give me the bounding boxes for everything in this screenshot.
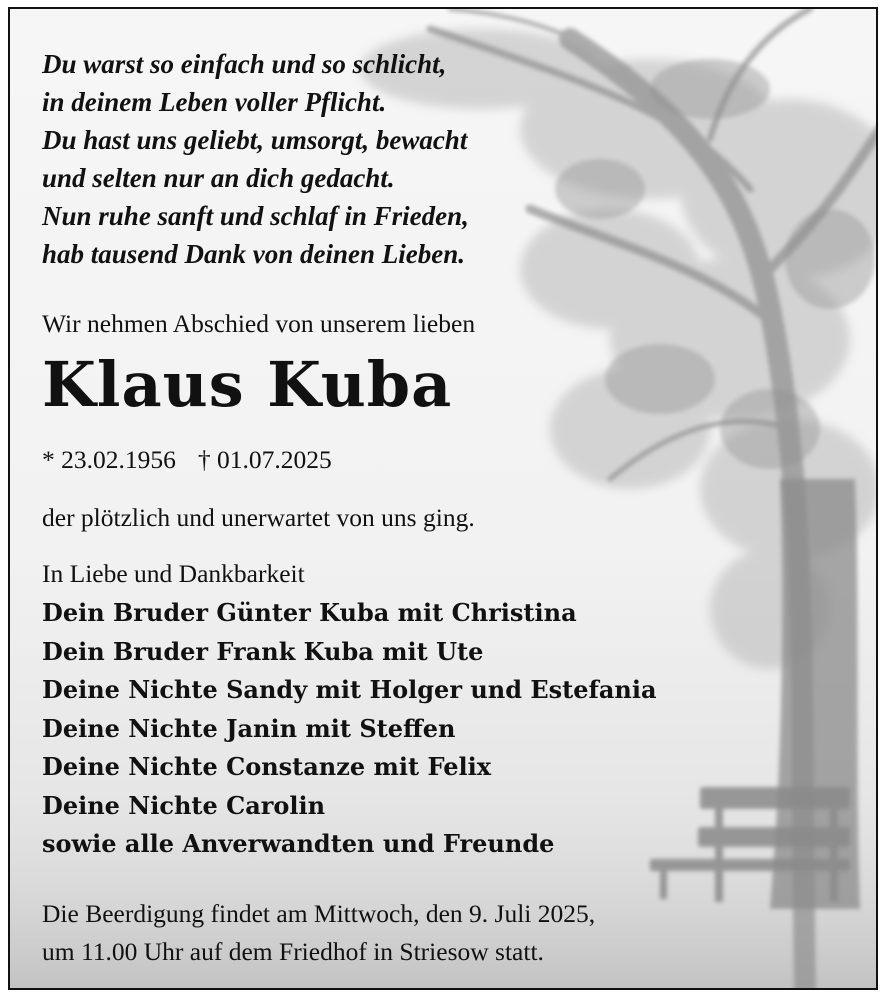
poem-line: Du hast uns geliebt, umsorgt, bewacht — [42, 125, 468, 155]
deceased-name: Klaus Kuba — [42, 348, 453, 421]
poem-line: in deinem Leben voller Pflicht. — [42, 87, 387, 117]
mourner: Deine Nichte Carolin — [42, 790, 326, 820]
mourner: Deine Nichte Janin mit Steffen — [42, 713, 456, 743]
poem-line: Nun ruhe sanft und schlaf in Frieden, — [42, 201, 469, 231]
funeral-line: um 11.00 Uhr auf dem Friedhof in Striesow statt. — [42, 937, 544, 966]
mourner: sowie alle Anverwandten und Freunde — [42, 829, 555, 858]
death-date: † 01.07.2025 — [197, 445, 332, 474]
mourners-list — [42, 594, 657, 864]
mourner: Deine Nichte Constanze mit Felix — [42, 752, 492, 781]
circumstance-text: der plötzlich und unerwartet von uns ging. — [42, 503, 475, 532]
funeral-line: Die Beerdigung findet am Mittwoch, den 9. Juli 2025, — [42, 899, 596, 928]
poem-line: hab tausend Dank von deinen Lieben. — [42, 239, 466, 269]
obituary-notice — [8, 7, 878, 990]
funeral-info — [42, 895, 595, 971]
mourner: Deine Nichte Sandy mit Holger und Estefania — [42, 675, 657, 704]
memorial-poem — [42, 45, 469, 273]
poem-line: und selten nur an dich gedacht. — [42, 163, 395, 193]
mourner: Dein Bruder Frank Kuba mit Ute — [42, 636, 484, 666]
closing-phrase: In Liebe und Dankbarkeit — [42, 559, 305, 588]
mourner: Dein Bruder Günter Kuba mit Christina — [42, 598, 577, 627]
life-dates — [42, 441, 354, 479]
farewell-intro: Wir nehmen Abschied von unserem lieben — [42, 309, 476, 338]
birth-date: * 23.02.1956 — [42, 445, 176, 474]
poem-line: Du warst so einfach und so schlicht, — [42, 49, 447, 79]
